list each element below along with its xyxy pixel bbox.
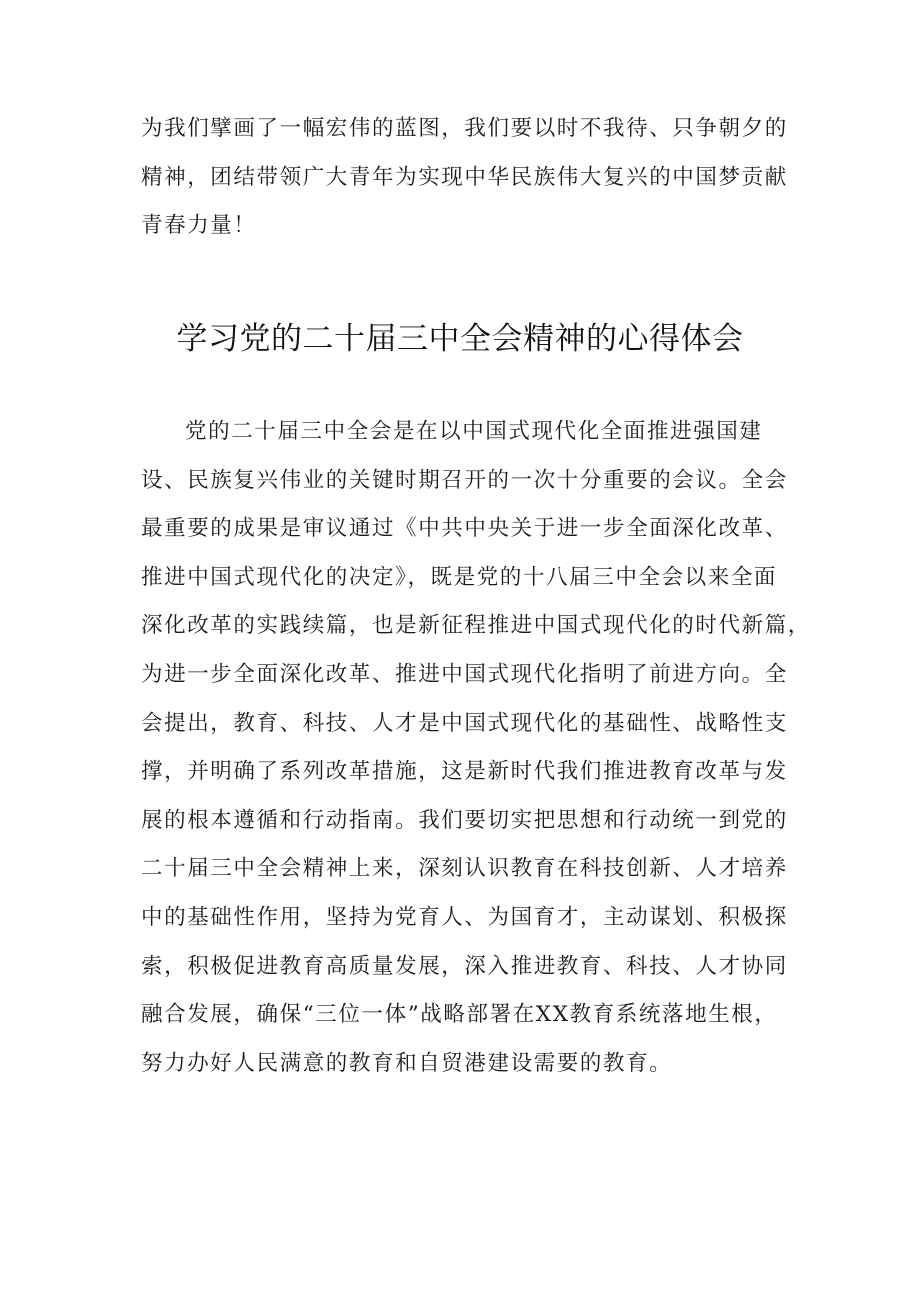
paragraph-line: 二十届三中全会精神上来，深刻认识教育在科技创新、人才培养: [141, 856, 788, 882]
paragraph-line: 中的基础性作用，坚持为党育人、为国育才，主动谋划、积极探: [141, 904, 788, 930]
paragraph-line: 融合发展，确保“三位一体”战略部署在XX教育系统落地生根，: [141, 1002, 778, 1028]
paragraph-line: 撑，并明确了系列改革措施，这是新时代我们推进教育改革与发: [141, 759, 788, 785]
paragraph-line: 最重要的成果是审议通过《中共中央关于进一步全面深化改革、: [141, 516, 788, 542]
paragraph-line: 推进中国式现代化的决定》，既是党的十八届三中全会以来全面: [141, 564, 778, 590]
paragraph-line: 会提出，教育、科技、人才是中国式现代化的基础性、战略性支: [141, 710, 788, 736]
paragraph-line: 设、民族复兴伟业的关键时期召开的一次十分重要的会议。全会: [141, 467, 788, 493]
paragraph-line: 为我们擘画了一幅宏伟的蓝图，我们要以时不我待、只争朝夕的: [141, 116, 788, 141]
paragraph-line: 深化改革的实践续篇，也是新征程推进中国式现代化的时代新篇，: [141, 613, 811, 639]
paragraph-line: 精神，团结带领广大青年为实现中华民族伟大复兴的中国梦贡献: [141, 164, 788, 190]
paragraph-line: 展的根本遵循和行动指南。我们要切实把思想和行动统一到党的: [141, 807, 788, 833]
paragraph-line: 青春力量！: [141, 213, 257, 239]
article-title: 学习党的二十届三中全会精神的心得体会: [176, 321, 744, 357]
paragraph-line: 为进一步全面深化改革、推进中国式现代化指明了前进方向。全: [141, 661, 788, 687]
paragraph-line: 索，积极促进教育高质量发展，深入推进教育、科技、人才协同: [141, 953, 788, 979]
continuation-paragraph: [141, 105, 788, 251]
body-paragraph: [141, 408, 811, 1088]
paragraph-line: 努力办好人民满意的教育和自贸港建设需要的教育。: [141, 1050, 673, 1076]
paragraph-line: 党的二十届三中全会是在以中国式现代化全面推进强国建: [185, 419, 763, 444]
